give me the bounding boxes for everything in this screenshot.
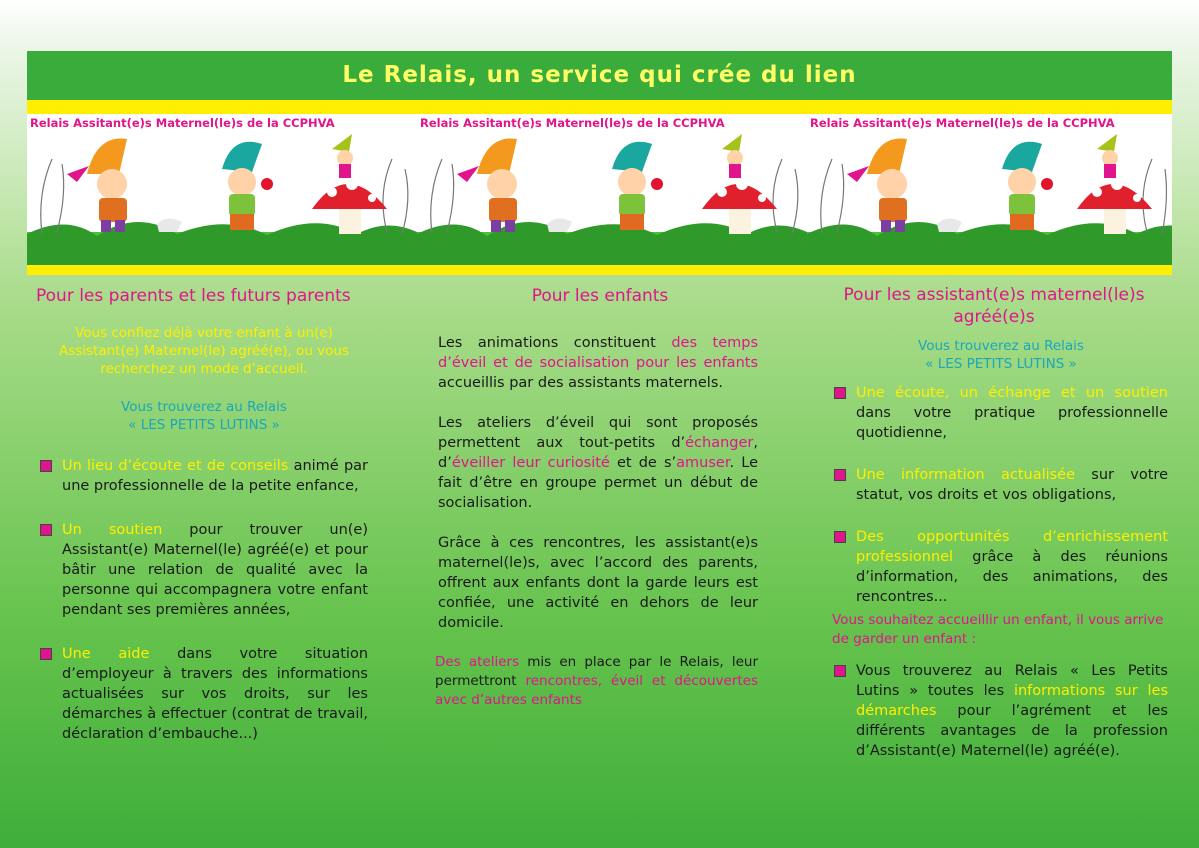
assistants-bullet-1: Une écoute, un échange et un soutien dans votre pratique professionnelle quotidienne,	[834, 383, 1168, 443]
bullet-square-icon	[40, 524, 52, 536]
gnomes-illustration	[417, 114, 807, 265]
parents-heading: Pour les parents et les futurs parents	[36, 286, 351, 306]
illustration-panel	[807, 114, 1172, 265]
bullet-square-icon	[834, 665, 846, 677]
parents-bullet-3: Une aide dans votre situation d’employeur à travers des informations actualisées sur vos droits, sur les démarches à effectuer (contrat de travail, déclaration d’embauche...)	[40, 644, 368, 744]
assistants-column	[834, 337, 1168, 761]
assistants-find-line2: « LES PETITS LUTINS »	[925, 356, 1077, 372]
parents-bullet-1: Un lieu d’écoute et de conseils animé par une professionnelle de la petite enfance,	[40, 456, 368, 496]
parents-bullet-2: Un soutien pour trouver un(e) Assistant(e) Maternel(le) agréé(e) et pour bâtir une relation de qualité avec la personne qui accompagnera votre enfant pendant ses premières années,	[40, 520, 368, 620]
parents-column	[40, 324, 368, 744]
assistants-heading: Pour les assistant(e)s maternel(le)s agréé(e)s	[843, 285, 1145, 327]
panel-title: Relais Assitant(e)s Maternel(le)s de la CCPHVA	[30, 116, 335, 130]
assistants-bullet-4: Vous trouverez au Relais « Les Petits Lutins » toutes les informations sur les démarches pour l’agrément et les différents avantages de la profession d’Assistant(e) Maternel(le) agréé(e).	[834, 661, 1168, 761]
assistants-find-line1: Vous trouverez au Relais	[918, 338, 1084, 354]
illustration-panel	[417, 114, 807, 265]
gnomes-illustration	[807, 114, 1172, 265]
illustration-strip	[27, 114, 1172, 265]
children-paragraph-1: Les animations constituent des temps d’éveil et de socialisation pour les enfants accueillis par des assistants maternels.	[438, 335, 759, 391]
bullet-square-icon	[834, 531, 846, 543]
children-heading: Pour les enfants	[531, 286, 669, 306]
children-column	[435, 333, 759, 710]
parents-find-line2: « LES PETITS LUTINS »	[128, 417, 280, 433]
parents-find-line1: Vous trouverez au Relais	[121, 399, 287, 415]
gnomes-illustration	[27, 114, 417, 265]
bullet-square-icon	[834, 469, 846, 481]
yellow-band-top	[27, 100, 1172, 114]
bullet-square-icon	[40, 460, 52, 472]
children-paragraph-3: Grâce à ces rencontres, les assistant(e)s maternel(le)s, avec l’accord des parents, offrent aux enfants dont la garde leurs est confiée, une activité en dehors de leur domicile.	[438, 535, 758, 631]
illustration-panel	[27, 114, 417, 265]
banner-title: Le Relais, un service qui crée du lien	[27, 51, 1172, 100]
children-paragraph-2: Les ateliers d’éveil qui sont proposés permettent aux tout-petits d’échanger, d’éveiller leur curiosité et de s’amuser. Le fait d’être en groupe permet un début de socialisation.	[438, 415, 758, 511]
children-paragraph-4: Des ateliers mis en place par le Relais, leur permettront rencontres, éveil et découvertes avec d’autres enfants	[435, 654, 759, 708]
assistants-bullet-2: Une information actualisée sur votre statut, vos droits et vos obligations,	[834, 465, 1168, 505]
bullet-square-icon	[40, 648, 52, 660]
assistants-bullet-3: Des opportunités d’enrichissement professionnel grâce à des réunions d’information, des animations, des rencontres...	[834, 527, 1168, 607]
assistants-wish: Vous souhaitez accueillir un enfant, il vous arrive de garder un enfant :	[832, 612, 1164, 647]
panel-title: Relais Assitant(e)s Maternel(le)s de la CCPHVA	[420, 116, 725, 130]
panel-title: Relais Assitant(e)s Maternel(le)s de la CCPHVA	[810, 116, 1115, 130]
yellow-band-bottom	[27, 265, 1172, 275]
parents-intro: Vous confiez déjà votre enfant à un(e) Assistant(e) Maternel(le) agréé(e), ou vous recherchez un mode d’accueil.	[58, 325, 350, 377]
bullet-square-icon	[834, 387, 846, 399]
